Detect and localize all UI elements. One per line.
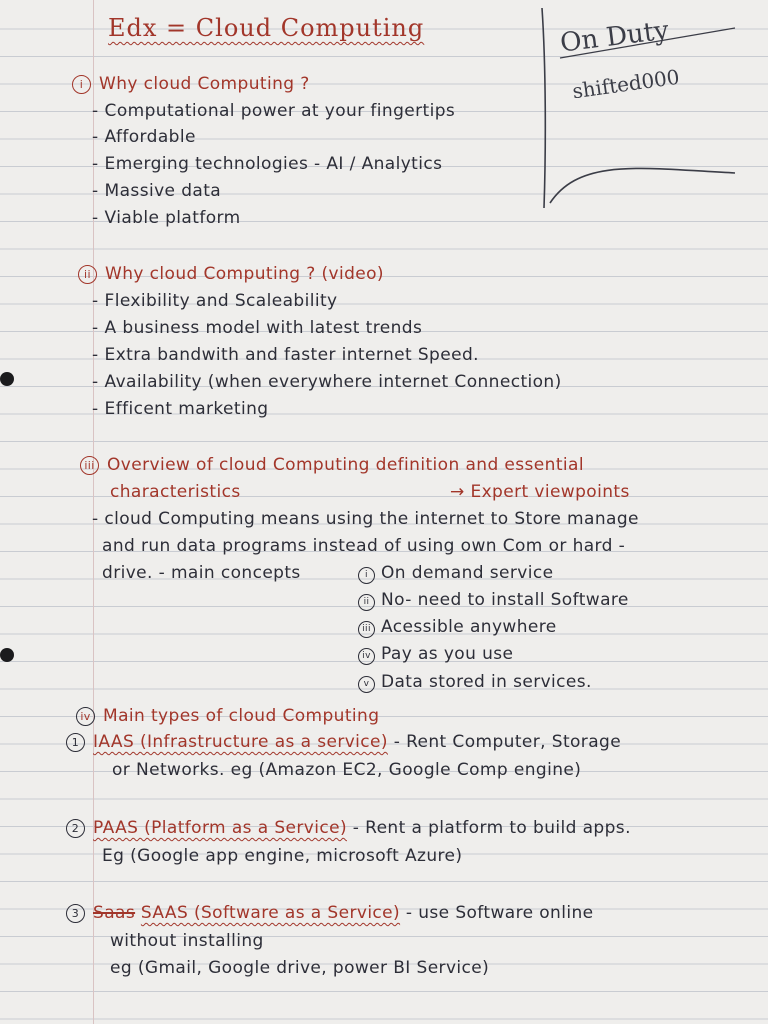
section-number: iii [80, 456, 99, 475]
list-item: - Availability (when everywhere internet Connection) [92, 372, 562, 392]
section-number: i [72, 75, 91, 94]
corner-doodle [520, 8, 760, 218]
concept-item: i On demand service [358, 563, 553, 584]
type-2-example: Eg (Google app engine, microsoft Azure) [102, 846, 463, 866]
type-3: 3 Saas SAAS (Software as a Service) - use Software online [66, 903, 594, 923]
type-1: 1 IAAS (Infrastructure as a service) - Rent Computer, Storage [66, 732, 621, 752]
binder-hole [0, 648, 14, 662]
type-2: 2 PAAS (Platform as a Service) - Rent a platform to build apps. [66, 818, 631, 838]
list-item: - Emerging technologies - AI / Analytics [92, 154, 443, 174]
corner-note-line2: shifted000 [570, 64, 681, 104]
list-item: - Affordable [92, 127, 196, 147]
concept-item: iii Acessible anywhere [358, 617, 557, 638]
definition-line: and run data programs instead of using own Com or hard - [102, 536, 626, 556]
list-item: - A business model with latest trends [92, 318, 423, 338]
type-3-example: eg (Gmail, Google drive, power BI Service) [110, 958, 490, 978]
concept-item: ii No- need to install Software [358, 590, 629, 611]
concept-item: v Data stored in services. [358, 672, 592, 693]
type-3-cont: without installing [110, 931, 264, 951]
definition-line: - cloud Computing means using the internet to Store manage [92, 509, 639, 529]
section-number: iv [76, 707, 95, 726]
concept-item: iv Pay as you use [358, 644, 513, 665]
definition-line: drive. - main concepts [102, 563, 301, 583]
list-item: - Extra bandwith and faster internet Speed. [92, 345, 479, 365]
list-item: - Computational power at your fingertips [92, 101, 456, 121]
list-item: - Massive data [92, 181, 222, 201]
section-2-heading: ii Why cloud Computing ? (video) [78, 264, 384, 284]
page-title: Edx = Cloud Computing [108, 14, 425, 42]
list-item: - Viable platform [92, 208, 241, 228]
section-3-heading: iii Overview of cloud Computing definition and essential [80, 455, 584, 475]
section-number: ii [78, 265, 97, 284]
section-4-heading: iv Main types of cloud Computing [76, 706, 379, 726]
binder-hole [0, 372, 14, 386]
corner-note-line1: On Duty [558, 15, 671, 59]
section-1-heading: i Why cloud Computing ? [72, 74, 310, 94]
list-item: - Efficent marketing [92, 399, 269, 419]
list-item: - Flexibility and Scaleability [92, 291, 338, 311]
type-1-example: or Networks. eg (Amazon EC2, Google Comp engine) [112, 760, 582, 780]
section-3-heading-cont: characteristics [110, 482, 241, 502]
expert-viewpoints: → Expert viewpoints [450, 482, 630, 502]
